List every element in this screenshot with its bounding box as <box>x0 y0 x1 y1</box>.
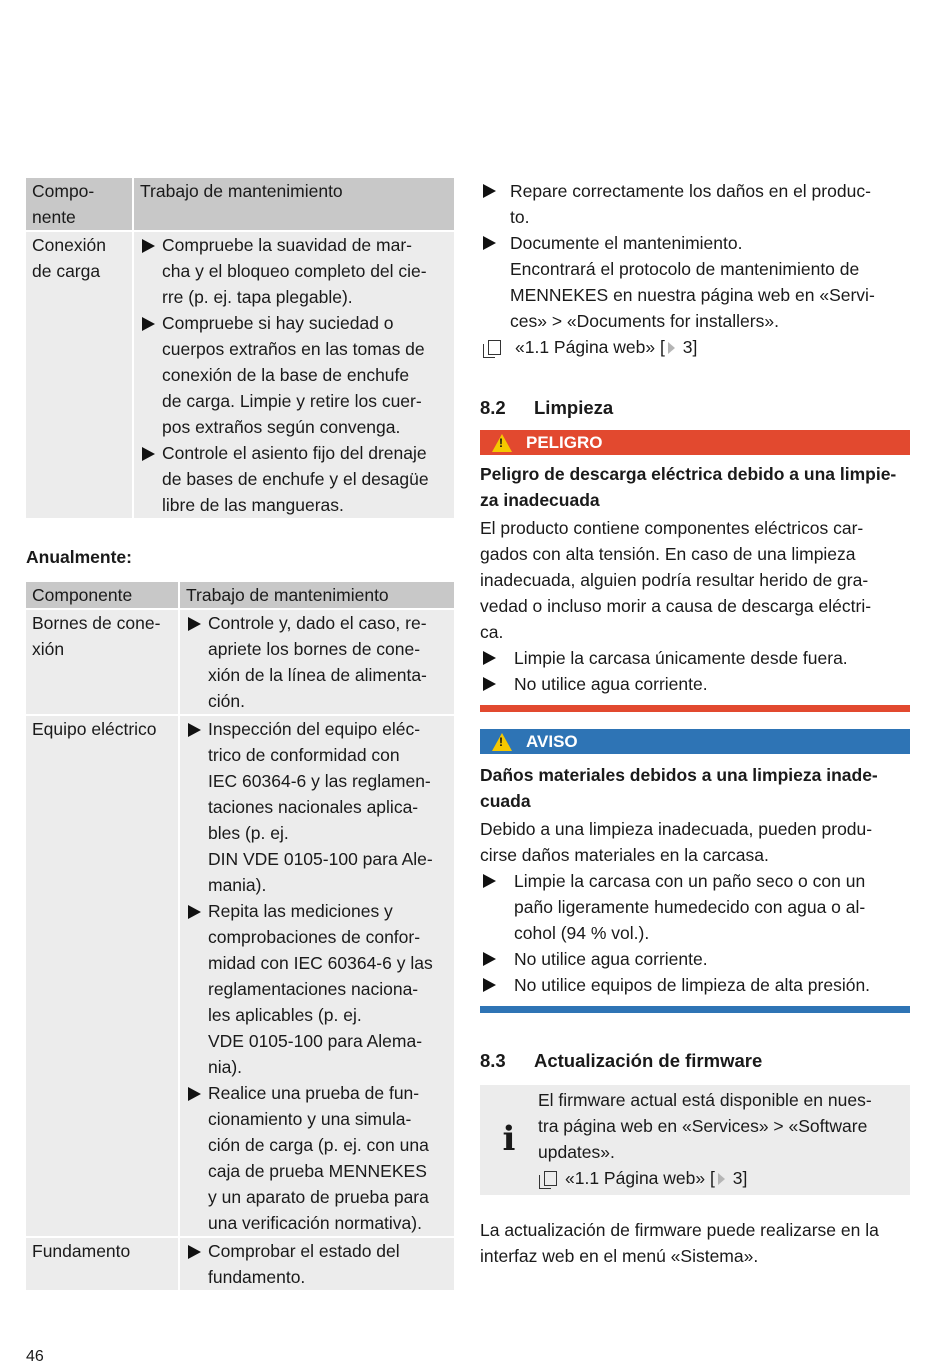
column-header-component: Compo- nente <box>26 178 133 231</box>
row-component: Equipo eléctrico <box>26 715 179 1237</box>
notice-banner: ! AVISO <box>480 729 910 754</box>
document-icon <box>488 340 501 355</box>
bullet-arrow-icon <box>188 1087 201 1101</box>
list-item: Controle y, dado el caso, re- apriete los bornes de cone- xión de la línea de alimenta- ción. <box>186 610 448 714</box>
row-work <box>179 1237 454 1290</box>
bullet-arrow-icon <box>483 874 496 888</box>
page-number: 46 <box>26 1348 44 1365</box>
danger-heading: Peligro de descarga eléctrica debido a una limpie- za inadecuada <box>480 464 897 510</box>
table-row <box>26 609 454 715</box>
firmware-text: La actualización de firmware puede realizarse en la interfaz web en el menú «Sistema». <box>480 1220 879 1266</box>
section-heading-8-3: 8.3 Actualización de firmware <box>480 1050 763 1071</box>
list-item: No utilice equipos de limpieza de alta presión. <box>480 972 910 998</box>
row-work <box>179 715 454 1237</box>
bullet-arrow-icon <box>142 239 155 253</box>
list-item: No utilice agua corriente. <box>480 946 910 972</box>
column-header-work: Trabajo de mantenimiento <box>133 178 454 231</box>
bullet-arrow-icon <box>483 677 496 691</box>
left-column <box>26 178 454 1290</box>
bullet-arrow-icon <box>483 952 496 966</box>
bullet-arrow-icon <box>142 317 155 331</box>
list-item: Compruebe si hay suciedad o cuerpos extraños en las tomas de conexión de la base de enchufe de carga. Limpie y retire los cuer- pos extraños según convenga. <box>140 310 448 440</box>
bullet-arrow-icon <box>188 905 201 919</box>
bullet-arrow-icon <box>142 447 155 461</box>
danger-text: El producto contiene componentes eléctricos car- gados con alta tensión. En caso de una limpieza inadecuada, alguien podría resultar herido de gra- vedad o incluso morir a causa de descarga eléctri- ca. <box>480 518 872 642</box>
right-column <box>480 178 910 1269</box>
maintenance-table-2 <box>26 582 454 1290</box>
table-header-row <box>26 178 454 231</box>
row-component: Fundamento <box>26 1237 179 1290</box>
list-item: Compruebe la suavidad de mar- cha y el bloqueo completo del cie- rre (p. ej. tapa plegable). <box>140 232 448 310</box>
danger-banner: ! PELIGRO <box>480 430 910 455</box>
list-item: Documente el mantenimiento. Encontrará el protocolo de mantenimiento de MENNEKES en nuestra página web en «Servi- ces» > «Documents for installers». <box>480 230 910 334</box>
annual-heading: Anualmente: <box>26 547 132 567</box>
info-icon: i <box>502 1119 516 1159</box>
list-item: Limpie la carcasa con un paño seco o con un paño ligeramente humedecido con agua o al- cohol (94 % vol.). <box>480 868 910 946</box>
table-row <box>26 231 454 518</box>
list-item: Controle el asiento fijo del drenaje de bases de enchufe y el desagüe libre de las mangueras. <box>140 440 448 518</box>
bullet-arrow-icon <box>483 651 496 665</box>
row-work <box>179 609 454 715</box>
maintenance-steps <box>480 178 910 334</box>
table-row <box>26 1237 454 1290</box>
danger-list <box>480 645 910 697</box>
notice-heading: Daños materiales debidos a una limpieza inade- cuada <box>480 765 878 811</box>
notice-text: Debido a una limpieza inadecuada, pueden produ- cirse daños materiales en la carcasa. <box>480 819 873 865</box>
warning-triangle-icon: ! <box>492 733 512 751</box>
table-header-row <box>26 582 454 609</box>
danger-end-bar <box>480 705 910 712</box>
info-web-reference[interactable]: «1.1 Página web» [ 3] <box>538 1165 910 1191</box>
list-item: Comprobar el estado del fundamento. <box>186 1238 448 1290</box>
row-component: Bornes de cone- xión <box>26 609 179 715</box>
list-item: Repita las mediciones y comprobaciones de confor- midad con IEC 60364-6 y las reglamentaciones naciona- les aplicables (p. ej. VDE 0105-100 para Alema- nia). <box>186 898 448 1080</box>
table-row <box>26 715 454 1237</box>
list-item: Repare correctamente los daños en el produc- to. <box>480 178 910 230</box>
notice-end-bar <box>480 1006 910 1013</box>
bullet-arrow-icon <box>188 1245 201 1259</box>
document-icon <box>544 1171 557 1186</box>
bullet-arrow-icon <box>188 723 201 737</box>
bullet-arrow-icon <box>483 236 496 250</box>
maintenance-table-1 <box>26 178 454 518</box>
list-item: No utilice agua corriente. <box>480 671 910 697</box>
bullet-arrow-icon <box>483 184 496 198</box>
notice-list <box>480 868 910 998</box>
web-reference[interactable]: «1.1 Página web» [ 3] <box>480 334 910 360</box>
page-arrow-icon <box>668 342 675 354</box>
warning-triangle-icon: ! <box>492 434 512 452</box>
column-header-work: Trabajo de mantenimiento <box>179 582 454 609</box>
list-item: Realice una prueba de fun- cionamiento y una simula- ción de carga (p. ej. con una caja de prueba MENNEKES y un aparato de prueba para una verificación normativa). <box>186 1080 448 1236</box>
column-header-component: Componente <box>26 582 179 609</box>
bullet-arrow-icon <box>188 617 201 631</box>
section-heading-8-2: 8.2 Limpieza <box>480 397 614 418</box>
list-item: Inspección del equipo eléc- trico de conformidad con IEC 60364-6 y las reglamen- taciones nacionales aplica- bles (p. ej. DIN VDE 0105-100 para Ale- mania). <box>186 716 448 898</box>
page-arrow-icon <box>718 1173 725 1185</box>
bullet-arrow-icon <box>483 978 496 992</box>
row-work <box>133 231 454 518</box>
info-text: El firmware actual está disponible en nues- tra página web en «Services» > «Software updates». <box>538 1090 872 1162</box>
info-box <box>480 1085 910 1195</box>
list-item: Limpie la carcasa únicamente desde fuera. <box>480 645 910 671</box>
row-component: Conexión de carga <box>26 231 133 518</box>
